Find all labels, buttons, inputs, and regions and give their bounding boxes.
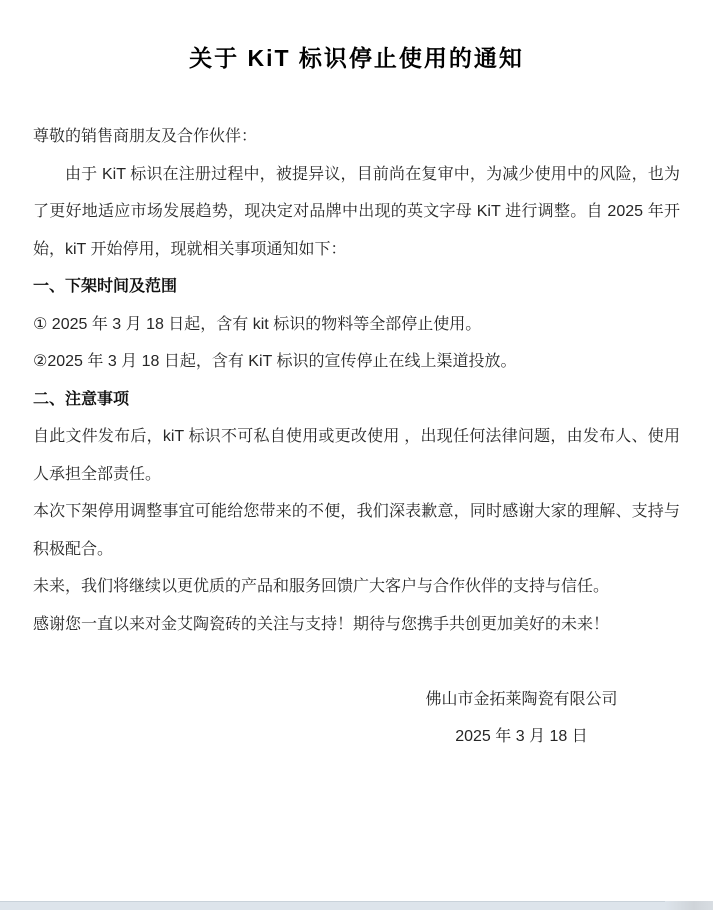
section-2-paragraph-1: 自此文件发布后，kiT 标识不可私自使用或更改使用 ，出现任何法律问题，由发布人、使用人承担全部责任。 (33, 428, 680, 483)
signature-date: 2025 年 3 月 18 日 (455, 728, 588, 745)
section-1-item-1: ① 2025 年 3 月 18 日起，含有 kit 标识的物料等全部停止使用。 (33, 315, 482, 333)
intro-paragraph: 由于 KiT 标识在注册过程中，被提异议，目前尚在复审中，为减少使用中的风险，也为了更好地适应市场发展趋势，现决定对品牌中出现的英文字母 KiT 进行调整。自 2025 年开始，kiT 开始停用，现就相关事项通知如下： (33, 165, 680, 258)
section-1-item-2: ②2025 年 3 月 18 日起，含有 KiT 标识的宣传停止在线上渠道投放。 (33, 353, 517, 370)
page-title: 关于 KiT 标识停止使用的通知 (189, 45, 524, 71)
section-2-paragraph-3: 未来，我们将继续以更优质的产品和服务回馈广大客户与合作伙伴的支持与信任。 (33, 578, 610, 595)
signature-company: 佛山市金拓莱陶瓷有限公司 (425, 690, 618, 708)
signature-block (363, 681, 680, 756)
section-2-heading: 二、注意事项 (33, 390, 130, 408)
section-2-paragraph-2: 本次下架停用调整事宜可能给您带来的不便，我们深表歉意，同时感谢大家的理解、支持与积极配合。 (33, 503, 680, 558)
window-edge-corner (665, 901, 713, 910)
notice-document (0, 42, 713, 756)
salutation: 尊敬的销售商朋友及合作伙伴： (33, 128, 258, 145)
section-2-paragraph-4: 感谢您一直以来对金艾陶瓷砖的关注与支持！期待与您携手共创更加美好的未来！ (33, 615, 610, 633)
document-body (33, 118, 680, 756)
section-1-heading: 一、下架时间及范围 (33, 278, 178, 295)
window-edge-strip (0, 901, 713, 910)
